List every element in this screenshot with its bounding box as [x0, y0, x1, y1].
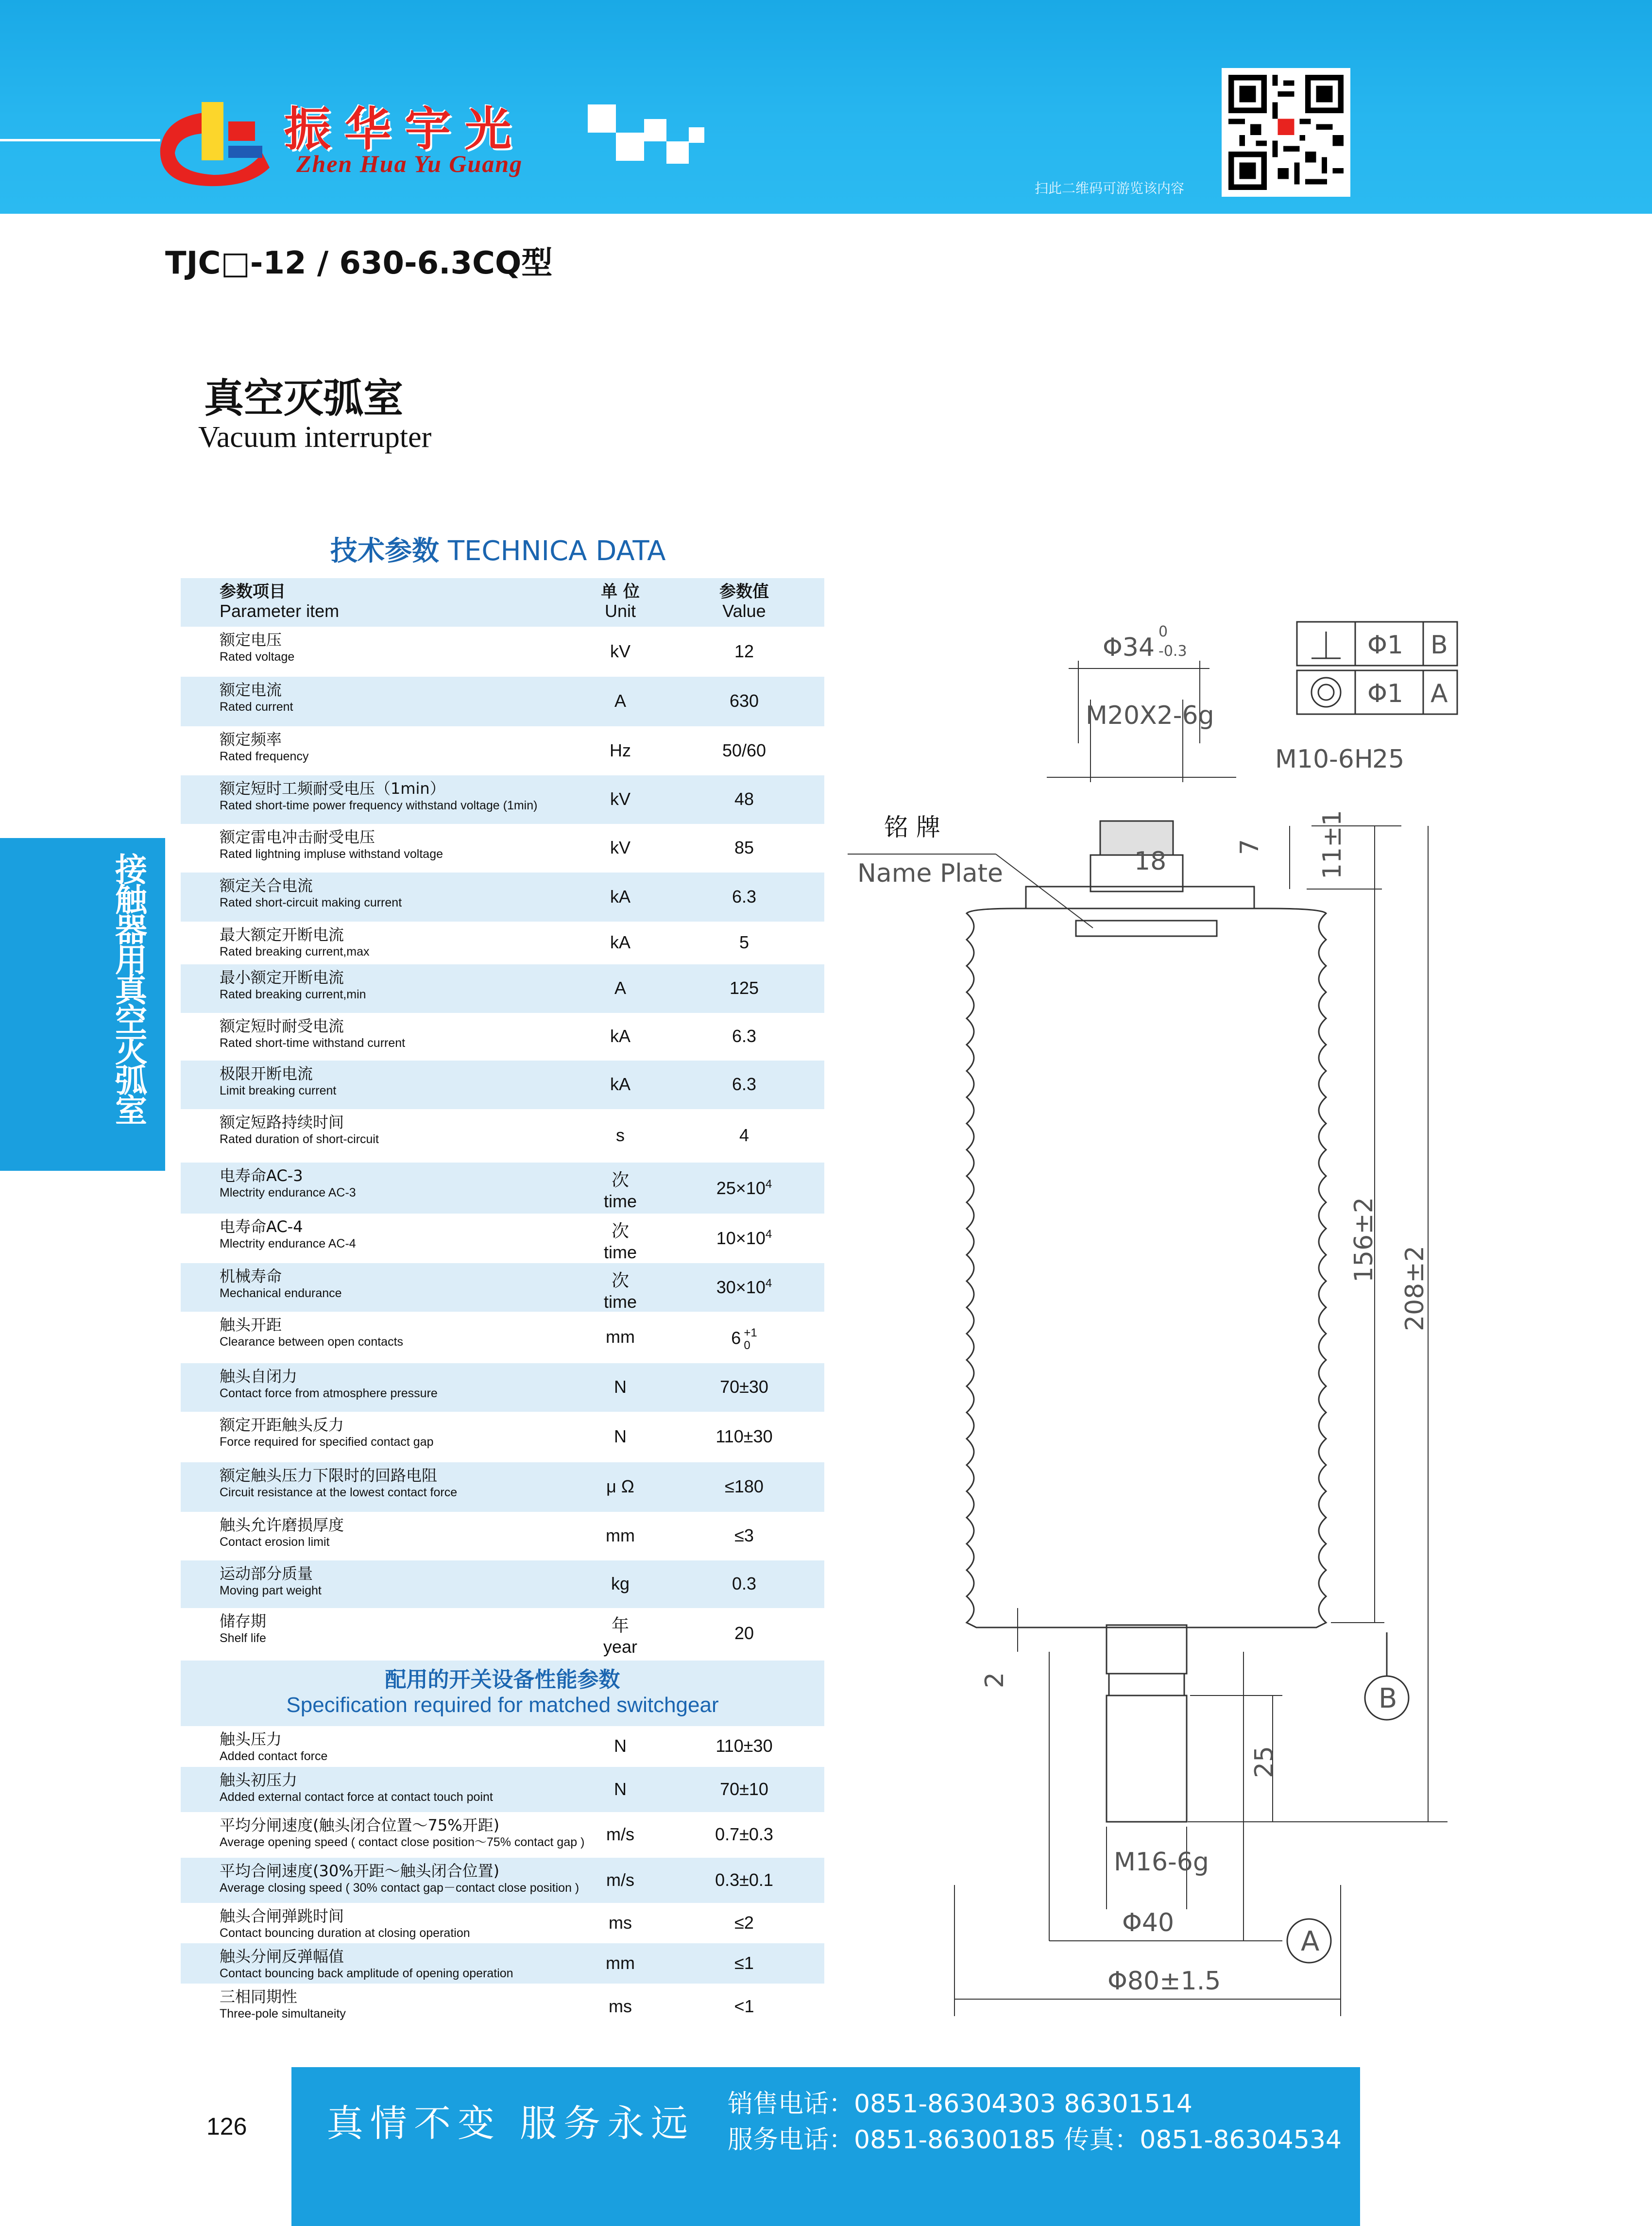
param-name-cn: 触头合闸弹跳时间: [220, 1907, 344, 1925]
table-row: [181, 677, 824, 726]
tolerance-datum-b: B: [1431, 631, 1448, 660]
value-cell: [666, 1574, 822, 1594]
unit-cell: [572, 1026, 669, 1046]
param-name-cn: 额定关合电流: [220, 876, 313, 895]
param-name-en: Rated short-time power frequency withstand voltage (1min): [220, 799, 538, 812]
unit-value-en: time: [603, 1242, 637, 1262]
unit-cell: [572, 691, 669, 711]
unit-cell: [572, 1870, 669, 1890]
table-row: [181, 1560, 824, 1608]
param-value: 110±30: [715, 1426, 773, 1446]
dim-hole-thread: M10-6H: [1275, 745, 1373, 774]
table-row: [181, 1312, 824, 1363]
unit-cell: [572, 1327, 669, 1347]
param-name-cn: 额定触头压力下限时的回路电阻: [220, 1466, 438, 1485]
param-value: 10×10: [716, 1228, 766, 1248]
dim-top-diameter: Φ34: [1103, 633, 1155, 662]
param-name-cn: 触头分闸反弹幅值: [220, 1947, 344, 1966]
dim-208: 208±2: [1400, 1246, 1430, 1331]
unit-value: Hz: [610, 740, 631, 760]
param-value: 48: [734, 789, 754, 809]
unit-cell: [572, 1426, 669, 1447]
unit-value: kA: [610, 887, 630, 907]
unit-value: 次: [611, 1221, 629, 1241]
param-name-cell: [220, 1987, 618, 2021]
value-cell: [666, 1736, 822, 1756]
param-exponent: 4: [765, 1178, 772, 1191]
dim-top-thread: M20X2-6g: [1086, 701, 1214, 730]
param-name-cn: 触头压力: [220, 1730, 282, 1748]
table-row: [181, 1412, 824, 1462]
table-header-row: [181, 578, 824, 627]
param-tolerance: [744, 1327, 757, 1352]
param-name-cn: 触头开距: [220, 1316, 282, 1334]
param-name-cell: [220, 1267, 618, 1301]
param-name-cell: [220, 1730, 618, 1764]
unit-cell: [572, 1166, 669, 1212]
param-name-cell: [220, 1017, 618, 1051]
param-value: ≤180: [725, 1476, 764, 1496]
table-row: [181, 922, 824, 964]
value-cell: [666, 1178, 822, 1199]
unit-value: kg: [611, 1574, 630, 1593]
dim-156: 156±2: [1349, 1197, 1379, 1283]
param-name-cell: [220, 1166, 618, 1200]
table-row: [181, 1462, 824, 1512]
param-name-cn: 平均分闸速度(触头闭合位置～75%开距): [220, 1816, 500, 1834]
param-name-cell: [220, 1862, 618, 1896]
param-value: ≤2: [734, 1913, 754, 1933]
dim-top-tol-up: 0: [1158, 623, 1168, 640]
param-value: 20: [734, 1623, 754, 1643]
product-title-en: Vacuum interrupter: [198, 421, 432, 454]
value-cell: [666, 641, 822, 662]
table-row: [181, 1943, 824, 1984]
param-value: <1: [734, 1996, 754, 2016]
param-exponent: 4: [765, 1228, 772, 1241]
param-name-cell: [220, 730, 618, 764]
param-name-cell: [220, 1947, 618, 1981]
unit-value: N: [614, 1377, 627, 1397]
table-row: [181, 1512, 824, 1560]
tolerance-perpendicularity: Φ1: [1367, 631, 1404, 660]
param-name-cell: [220, 1612, 618, 1646]
param-name-en: Rated duration of short-circuit: [220, 1132, 379, 1146]
unit-value: A: [614, 691, 626, 711]
deco-square: [644, 119, 666, 141]
param-name-en: Moving part weight: [220, 1584, 322, 1597]
value-cell: [666, 740, 822, 761]
param-name-en: Contact erosion limit: [220, 1535, 330, 1549]
table-row: [181, 1984, 824, 2030]
unit-value: kA: [610, 1074, 630, 1094]
param-name-cell: [220, 1316, 618, 1350]
param-name-cell: [220, 1771, 618, 1805]
footer-slogan: 真情不变 服务永远: [326, 2102, 695, 2145]
value-cell: [666, 887, 822, 907]
param-name-en: Mlectrity endurance AC-3: [220, 1186, 356, 1199]
datum-a-label: A: [1301, 1926, 1320, 1957]
sales-phone: 销售电话：0851-86304303 86301514: [728, 2089, 1192, 2119]
unit-value: N: [614, 1426, 627, 1446]
unit-value: μ Ω: [606, 1476, 634, 1496]
unit-cell: [572, 1913, 669, 1933]
param-name-en: Rated voltage: [220, 650, 295, 664]
param-name-cn: 平均合闸速度(30%开距～触头闭合位置): [220, 1862, 500, 1880]
param-name-cell: [220, 1064, 618, 1098]
param-name-cell: [220, 681, 618, 715]
company-logo-icon: [155, 95, 272, 187]
unit-value: ms: [609, 1996, 632, 2016]
param-name-cn: 最大额定开断电流: [220, 925, 344, 944]
header-item-en: Parameter item: [220, 601, 340, 621]
value-cell: [666, 789, 822, 809]
table-row: [181, 964, 824, 1013]
tolerance-concentricity: Φ1: [1367, 679, 1404, 708]
param-name-en: Average closing speed ( 30% contact gap－contact close position ): [220, 1881, 579, 1895]
unit-cell: [572, 1377, 669, 1397]
param-name-en: Contact force from atmosphere pressure: [220, 1387, 438, 1400]
dim-11: 11±1: [1318, 810, 1347, 879]
unit-cell: [572, 1736, 669, 1756]
param-value: 70±10: [720, 1779, 768, 1799]
param-name-en: Force required for specified contact gap: [220, 1435, 434, 1449]
table-row: [181, 1903, 824, 1943]
value-cell: [666, 1377, 822, 1397]
table-row: [181, 1109, 824, 1163]
unit-cell: [572, 978, 669, 998]
table-row: [181, 1767, 824, 1812]
param-name-en: Shelf life: [220, 1631, 266, 1645]
interrupter-drawing: [826, 583, 1477, 2031]
param-value: ≤1: [734, 1953, 754, 1973]
model-number: TJC□-12 / 630-6.3CQ型: [165, 245, 553, 281]
table-row: [181, 627, 824, 677]
param-name-cell: [220, 1907, 618, 1941]
table-row: [181, 775, 824, 824]
unit-cell: [572, 1779, 669, 1799]
unit-cell: [572, 1217, 669, 1263]
value-cell: [666, 1476, 822, 1497]
param-value: 30×10: [716, 1277, 766, 1297]
value-cell: [666, 691, 822, 711]
param-name-en: Rated current: [220, 700, 293, 714]
unit-value-en: time: [603, 1292, 637, 1312]
brand-name-en: Zhen Hua Yu Guang: [296, 150, 523, 177]
param-name-en: Mlectrity endurance AC-4: [220, 1237, 356, 1250]
param-name-en: Contact bouncing duration at closing operation: [220, 1926, 470, 1940]
tolerance-datum-a: A: [1431, 679, 1448, 708]
datum-b-label: B: [1379, 1683, 1397, 1714]
unit-value: N: [614, 1736, 627, 1756]
table-row: [181, 1726, 824, 1767]
unit-value: 次: [611, 1270, 629, 1290]
technical-data-title-cn: 技术参数: [330, 535, 439, 567]
brand-name-cn: 振华宇光: [284, 102, 525, 156]
page-number: 126: [206, 2113, 247, 2140]
unit-value: 次: [611, 1170, 629, 1190]
value-cell: [666, 1026, 822, 1046]
param-name-en: Contact bouncing back amplitude of opening operation: [220, 1967, 513, 1980]
param-name-en: Rated breaking current,min: [220, 988, 366, 1001]
unit-cell: [572, 1996, 669, 2017]
unit-value: ms: [609, 1913, 632, 1933]
param-name-cell: [220, 779, 618, 813]
param-value: 630: [729, 691, 759, 711]
param-name-cn: 额定短时耐受电流: [220, 1017, 344, 1035]
table-row: [181, 1061, 824, 1109]
param-name-en: Average opening speed ( contact close position～75% contact gap ): [220, 1835, 585, 1849]
param-value: 5: [739, 932, 749, 952]
unit-cell: [572, 1074, 669, 1095]
table-row: [181, 1214, 824, 1263]
unit-value: kV: [610, 641, 630, 661]
table-row: [181, 873, 824, 922]
unit-value: mm: [606, 1327, 635, 1347]
qr-code-icon[interactable]: [1222, 68, 1350, 197]
value-cell: [666, 1426, 822, 1447]
unit-value: kV: [610, 789, 630, 809]
dim-phi80: Φ80±1.5: [1107, 1967, 1221, 1996]
value-cell: [666, 1228, 822, 1249]
unit-cell: [572, 1267, 669, 1312]
value-cell: [666, 1824, 822, 1845]
param-value: 25×10: [716, 1178, 766, 1198]
table-row: [181, 1363, 824, 1412]
value-cell: [666, 1913, 822, 1933]
param-value: 12: [734, 641, 754, 661]
param-value: 6: [731, 1328, 741, 1348]
unit-cell: [572, 789, 669, 809]
param-name-en: Rated short-time withstand current: [220, 1036, 406, 1050]
value-cell: [666, 838, 822, 858]
unit-cell: [572, 887, 669, 907]
value-cell: [666, 1125, 822, 1146]
param-name-cn: 电寿命AC-3: [220, 1166, 303, 1185]
param-name-en: Rated frequency: [220, 750, 309, 763]
deco-square: [588, 104, 616, 133]
param-name-cell: [220, 1217, 618, 1251]
header-unit-en: Unit: [604, 601, 636, 621]
param-name-cell: [220, 925, 618, 959]
param-value: 4: [739, 1125, 749, 1145]
param-name-cn: 电寿命AC-4: [220, 1217, 303, 1236]
param-name-cn: 最小额定开断电流: [220, 968, 344, 987]
param-name-cell: [220, 631, 618, 665]
param-name-cell: [220, 828, 618, 862]
service-phone: 服务电话：0851-86300185 传真：0851-86304534: [728, 2125, 1342, 2155]
value-cell: [666, 1277, 822, 1298]
table-row: [181, 1812, 824, 1858]
param-name-cell: [220, 1416, 618, 1450]
table-row: [181, 824, 824, 873]
header-unit-cn: 单 位: [601, 582, 640, 601]
unit-cell: [572, 1824, 669, 1845]
unit-value-en: year: [603, 1637, 638, 1657]
unit-value: s: [616, 1125, 625, 1145]
param-value: 125: [729, 978, 759, 998]
unit-cell: [572, 1525, 669, 1546]
dim-bottom-thread: M16-6g: [1114, 1848, 1209, 1877]
value-cell: [666, 1996, 822, 2017]
value-cell: [666, 1953, 822, 1973]
header-value-cn: 参数值: [719, 582, 769, 601]
unit-value: m/s: [606, 1870, 634, 1890]
param-name-cn: 触头自闭力: [220, 1367, 298, 1386]
unit-cell: [572, 740, 669, 761]
technical-data-title-en: TECHNICA DATA: [447, 535, 666, 567]
param-name-cell: [220, 876, 618, 910]
dim-18: 18: [1134, 847, 1167, 876]
param-name-en: Added external contact force at contact touch point: [220, 1790, 493, 1804]
param-name-cn: 三相同期性: [220, 1987, 298, 2006]
deco-square: [666, 141, 689, 164]
param-value: 0.7±0.3: [715, 1824, 773, 1844]
param-name-cn: 额定电压: [220, 631, 282, 649]
unit-value: 年: [611, 1615, 629, 1635]
param-name-cn: 额定开距触头反力: [220, 1416, 344, 1434]
dim-top-tol-dn: -0.3: [1158, 643, 1187, 660]
interrupter-body: [967, 908, 1326, 1627]
dim-2: 2: [980, 1672, 1009, 1688]
unit-cell: [572, 1612, 669, 1657]
table-row: [181, 1263, 824, 1312]
param-name-cn: 运动部分质量: [220, 1564, 313, 1583]
param-value: 6.3: [732, 1074, 757, 1094]
param-value: 6.3: [732, 887, 757, 907]
unit-value-en: time: [603, 1191, 637, 1211]
param-name-en: Clearance between open contacts: [220, 1335, 404, 1349]
unit-cell: [572, 641, 669, 662]
unit-value: kA: [610, 932, 630, 952]
param-name-cn: 触头初压力: [220, 1771, 298, 1789]
param-name-cn: 额定短路持续时间: [220, 1113, 344, 1131]
unit-cell: [572, 932, 669, 953]
param-name-cell: [220, 1816, 618, 1850]
matched-switchgear-title: [181, 1661, 824, 1726]
table-row: [181, 1608, 824, 1659]
dim-phi40: Φ40: [1122, 1908, 1175, 1937]
value-cell: [666, 1623, 822, 1644]
param-name-cn: 额定短时工频耐受电压（1min）: [220, 779, 445, 798]
param-name-cn: 额定雷电冲击耐受电压: [220, 828, 375, 846]
deco-square: [616, 133, 644, 161]
param-name-en: Mechanical endurance: [220, 1286, 342, 1300]
param-name-en: Limit breaking current: [220, 1084, 337, 1097]
param-name-en: Rated breaking current,max: [220, 945, 370, 959]
deco-square: [689, 127, 704, 143]
product-title-cn: 真空灭弧室: [204, 376, 404, 422]
table-row: [181, 1013, 824, 1061]
param-value: 0.3±0.1: [715, 1870, 773, 1890]
category-side-label: 接触器用真空灭弧室: [115, 851, 147, 1130]
param-name-en: Circuit resistance at the lowest contact force: [220, 1486, 458, 1499]
param-value: 0.3: [732, 1574, 757, 1593]
param-name-cell: [220, 1516, 618, 1550]
value-cell: [666, 932, 822, 953]
unit-cell: [572, 1125, 669, 1146]
nameplate-label-en: Name Plate: [857, 859, 1003, 888]
dim-hole-depth: 25: [1372, 745, 1405, 774]
unit-value: m/s: [606, 1824, 634, 1844]
param-name-cn: 额定电流: [220, 681, 282, 699]
value-cell: [666, 978, 822, 998]
unit-value: mm: [606, 1953, 635, 1973]
nameplate-label-cn: 铭 牌: [884, 813, 940, 841]
param-value: 6.3: [732, 1026, 757, 1046]
header-rule: [0, 139, 160, 141]
matched-switchgear-title-en: Specification required for matched switchgear: [286, 1693, 719, 1717]
unit-cell: [572, 1953, 669, 1973]
unit-cell: [572, 838, 669, 858]
table-row: [181, 726, 824, 775]
param-name-en: Rated lightning impluse withstand voltage: [220, 847, 443, 861]
param-name-cn: 极限开断电流: [220, 1064, 313, 1083]
unit-cell: [572, 1574, 669, 1594]
param-name-cell: [220, 1466, 618, 1500]
param-value: 70±30: [720, 1377, 768, 1397]
page-header: [0, 0, 1652, 214]
param-name-cn: 机械寿命: [220, 1267, 282, 1285]
param-name-cn: 储存期: [220, 1612, 267, 1630]
param-name-en: Three-pole simultaneity: [220, 2007, 346, 2021]
param-value: 50/60: [722, 740, 766, 760]
param-name-cell: [220, 968, 618, 1002]
unit-value: mm: [606, 1525, 635, 1545]
param-name-en: Rated short-circuit making current: [220, 896, 402, 909]
technical-data-title: [330, 530, 666, 568]
value-cell: [666, 1779, 822, 1799]
unit-value: N: [614, 1779, 627, 1799]
param-exponent: 4: [765, 1277, 772, 1290]
param-name-cn: 额定频率: [220, 730, 282, 749]
unit-value: kA: [610, 1026, 630, 1046]
unit-value: kV: [610, 838, 630, 857]
param-name-cell: [220, 1367, 618, 1401]
dim-7: 7: [1235, 839, 1264, 855]
param-value: ≤3: [734, 1525, 754, 1545]
param-name-cn: 触头允许磨损厚度: [220, 1516, 344, 1534]
tolerance-lower: 0: [744, 1339, 750, 1352]
value-cell: [666, 1327, 822, 1352]
dim-25: 25: [1250, 1746, 1279, 1778]
value-cell: [666, 1525, 822, 1546]
header-value-en: Value: [722, 601, 766, 621]
param-value: 110±30: [715, 1736, 773, 1756]
param-name-cell: [220, 1564, 618, 1598]
table-row: [181, 1858, 824, 1903]
value-cell: [666, 1870, 822, 1890]
header-item-cn: 参数项目: [220, 582, 286, 601]
qr-caption: 扫此二维码可游览该内容: [1035, 181, 1185, 196]
value-cell: [666, 1074, 822, 1095]
unit-cell: [572, 1476, 669, 1497]
param-value: 85: [734, 838, 754, 857]
tolerance-upper: +1: [744, 1326, 757, 1339]
param-name-en: Added contact force: [220, 1749, 328, 1763]
unit-value: A: [614, 978, 626, 998]
param-name-cell: [220, 1113, 618, 1147]
table-row: [181, 1163, 824, 1214]
matched-switchgear-title-cn: 配用的开关设备性能参数: [385, 1667, 620, 1692]
